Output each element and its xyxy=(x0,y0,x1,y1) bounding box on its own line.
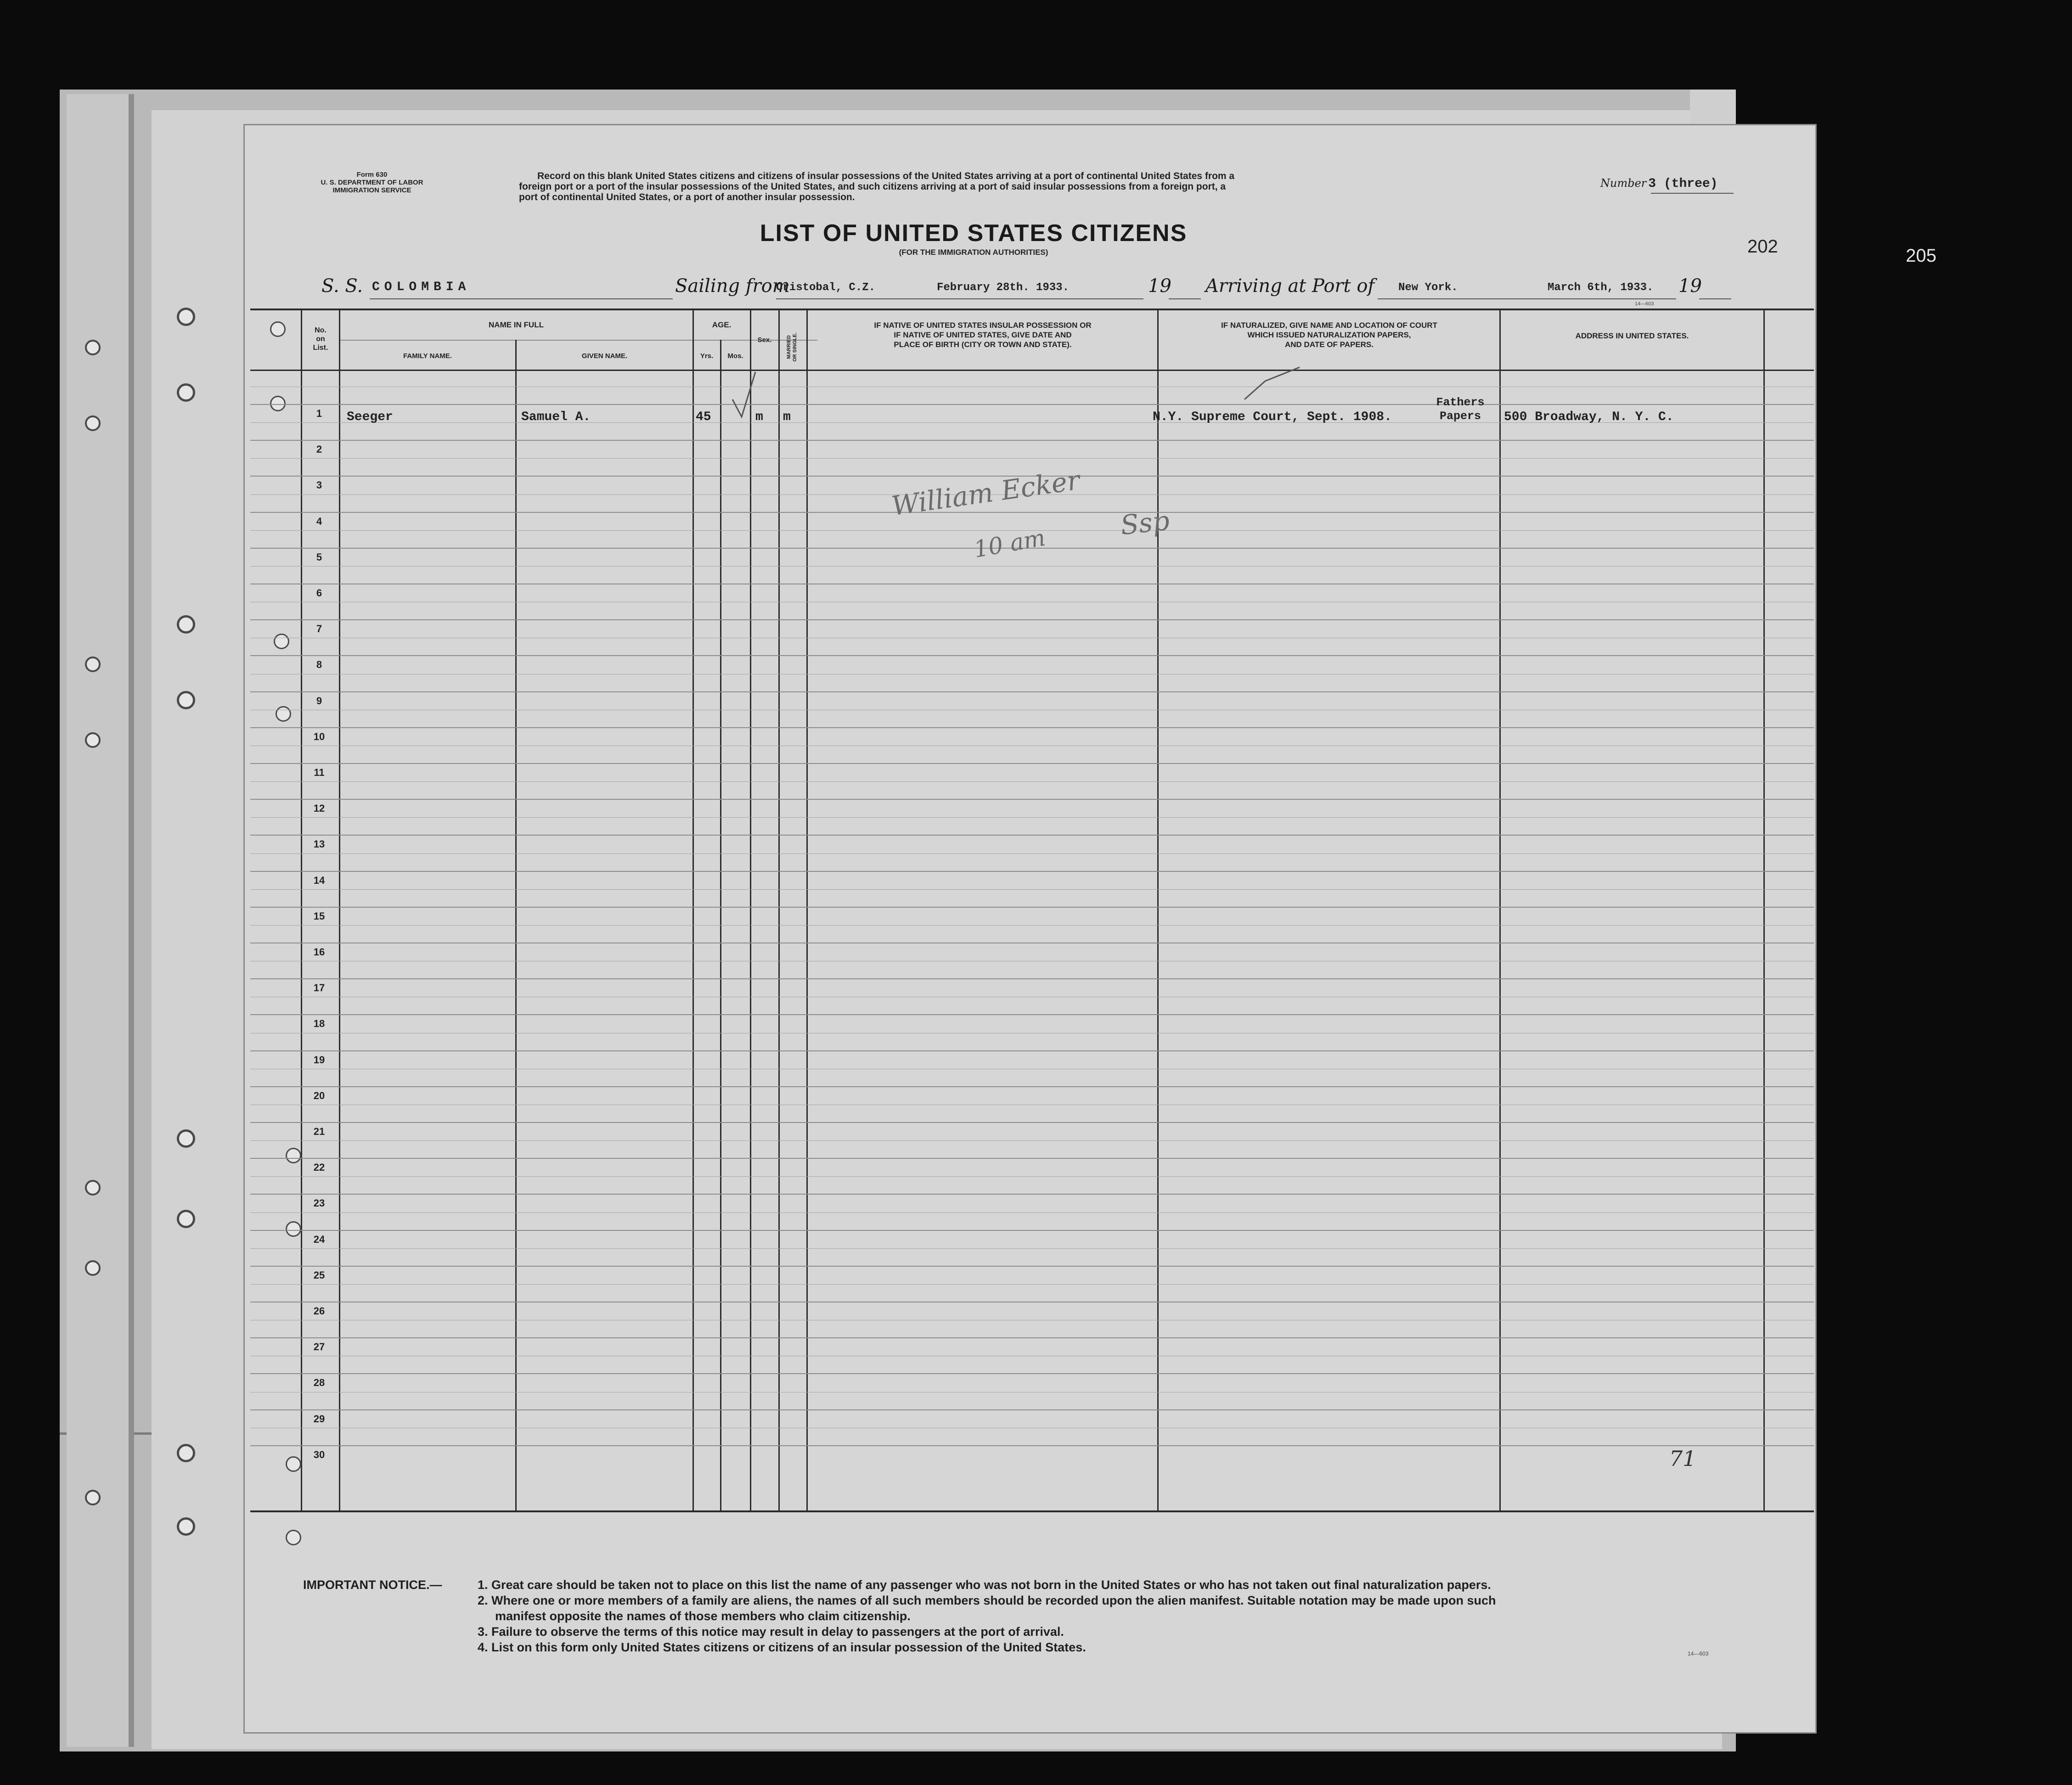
row-rule xyxy=(250,835,1814,836)
row-number: 30 xyxy=(313,1448,325,1460)
row-rule xyxy=(250,1445,1814,1446)
entry-family-name: Seeger xyxy=(347,410,393,424)
row-rule xyxy=(250,1230,1814,1231)
binder-hole xyxy=(85,340,101,355)
row-rule xyxy=(250,978,1814,979)
notice-item: 1. Great care should be taken not to place on this list the name of any passenger who was not born in the United States or who has not taken out final naturalization papers. xyxy=(478,1578,1491,1592)
row-number: 9 xyxy=(316,695,322,707)
notice-item: 2. Where one or more members of a family are aliens, the names of all such members should be recorded upon the alien manifest. Suitable notation may be made upon such xyxy=(478,1594,1496,1607)
form-identifier xyxy=(294,171,450,194)
instruction-line: port of continental United States, or a port of another insular possession. xyxy=(519,192,855,202)
row-number: 19 xyxy=(313,1054,325,1066)
row-rule xyxy=(250,619,1814,620)
instruction-line: Record on this blank United States citizens and citizens of insular possessions of the United States arriving at a port of continental United States from a xyxy=(537,171,1235,181)
header-address: ADDRESS IN UNITED STATES. xyxy=(1575,331,1689,340)
header-text: PLACE OF BIRTH (CITY OR TOWN AND STATE). xyxy=(894,340,1072,349)
row-subrule xyxy=(250,781,1814,782)
row-rule xyxy=(250,871,1814,872)
row-rule xyxy=(250,799,1814,800)
margin-circle xyxy=(270,396,286,411)
margin-circle xyxy=(274,634,289,649)
notice-items xyxy=(478,1577,1754,1655)
page-number-outer: 205 xyxy=(1906,246,1937,266)
list-number-label: Number xyxy=(1600,177,1647,190)
header-native xyxy=(808,320,1157,349)
row-number: 22 xyxy=(313,1162,325,1173)
service-name: IMMIGRATION SERVICE xyxy=(332,186,411,194)
row-rule xyxy=(250,1373,1814,1374)
row-number: 28 xyxy=(313,1377,325,1389)
sheet-hole xyxy=(177,383,195,402)
margin-circle xyxy=(276,706,291,722)
ss-label: S. S. xyxy=(321,275,363,297)
sailing-label: Sailing from xyxy=(675,275,790,297)
entry-naturalization-note: Fathers Papers xyxy=(1436,396,1485,423)
year-prefix: 19 xyxy=(1678,275,1702,297)
entry-naturalization: N.Y. Supreme Court, Sept. 1908. xyxy=(1153,410,1392,424)
sheet-hole xyxy=(177,1517,195,1536)
binder-hole xyxy=(85,732,101,748)
row-rule xyxy=(250,512,1814,513)
row-subrule xyxy=(250,1176,1814,1177)
handwritten-initials: Ssp xyxy=(1119,505,1171,541)
sheet-hole xyxy=(177,1444,195,1462)
handwritten-check-marks xyxy=(698,363,1341,432)
margin-circle xyxy=(286,1148,301,1163)
row-number: 6 xyxy=(316,587,322,599)
row-number: 5 xyxy=(316,551,322,563)
table-bottom-border xyxy=(250,1510,1814,1512)
sheet-hole xyxy=(177,615,195,634)
binder-hole xyxy=(85,1490,101,1505)
binder-hole xyxy=(85,1260,101,1276)
sheet-hole xyxy=(177,308,195,326)
row-subrule xyxy=(250,817,1814,818)
row-number: 15 xyxy=(313,910,325,922)
row-rule xyxy=(250,1409,1814,1410)
row-rule xyxy=(250,1194,1814,1195)
handwritten-count: 71 xyxy=(1669,1446,1696,1471)
row-rule xyxy=(250,1337,1814,1338)
header-text: OR SINGLE. xyxy=(792,332,798,362)
row-number: 16 xyxy=(313,946,325,958)
header-name-in-full: NAME IN FULL xyxy=(489,320,544,329)
row-rule xyxy=(250,655,1814,656)
row-rule xyxy=(250,907,1814,908)
margin-circle xyxy=(286,1456,301,1472)
form-instructions xyxy=(519,171,1548,202)
binder-hole xyxy=(85,657,101,672)
row-number: 14 xyxy=(313,874,325,886)
binder-hole xyxy=(85,415,101,431)
header-text: on xyxy=(316,335,325,343)
arrival-port: New York. xyxy=(1398,281,1458,294)
row-subrule xyxy=(250,1284,1814,1285)
row-number: 17 xyxy=(313,982,325,994)
margin-circle xyxy=(286,1530,301,1545)
margin-circle xyxy=(286,1221,301,1237)
row-number: 23 xyxy=(313,1197,325,1209)
row-subrule xyxy=(250,1140,1814,1141)
row-subrule xyxy=(250,853,1814,854)
handwritten-note: 10 am xyxy=(972,524,1047,563)
margin-circle xyxy=(270,321,286,337)
entry-age-years: 45 xyxy=(696,410,711,424)
ship-name: COLOMBIA xyxy=(372,280,471,294)
header-text: WHICH ISSUED NATURALIZATION PAPERS, xyxy=(1247,331,1411,339)
header-yrs: Yrs. xyxy=(700,352,714,360)
instruction-line: foreign port or a port of the insular possessions of the United States, and such citizens arriving at a port of said insular possessions from a foreign port, a xyxy=(519,181,1226,192)
header-no-on-list xyxy=(302,326,339,352)
row-subrule xyxy=(250,458,1814,459)
header-text: No. xyxy=(315,326,327,334)
entry-given-name: Samuel A. xyxy=(521,410,591,424)
row-rule xyxy=(250,1050,1814,1051)
row-subrule xyxy=(250,566,1814,567)
row-rule xyxy=(250,1158,1814,1159)
row-number: 24 xyxy=(313,1233,325,1245)
row-rule xyxy=(250,1122,1814,1123)
row-number: 25 xyxy=(313,1269,325,1281)
header-age: AGE. xyxy=(712,320,732,329)
row-rule xyxy=(250,1014,1814,1015)
row-rule xyxy=(250,440,1814,441)
header-text: IF NATIVE OF UNITED STATES, GIVE DATE AND xyxy=(894,331,1072,339)
header-naturalized xyxy=(1159,320,1499,349)
row-rule xyxy=(250,1086,1814,1087)
list-number-value: 3 (three) xyxy=(1648,177,1718,191)
row-number: 13 xyxy=(313,838,325,850)
row-number: 21 xyxy=(313,1126,325,1137)
sailing-date: February 28th. 1933. xyxy=(937,281,1070,294)
header-text: AND DATE OF PAPERS. xyxy=(1285,340,1374,349)
header-text: List. xyxy=(313,344,328,352)
header-text: IF NATIVE OF UNITED STATES INSULAR POSSESSION OR xyxy=(874,321,1092,330)
row-number: 18 xyxy=(313,1018,325,1030)
page-number-inner: 202 xyxy=(1747,236,1778,257)
sheet-hole xyxy=(177,691,195,709)
row-number: 11 xyxy=(314,767,325,778)
row-number: 8 xyxy=(316,659,322,671)
header-text: MARRIED xyxy=(786,335,792,359)
binder-hole xyxy=(85,1180,101,1196)
header-given-name: GIVEN NAME. xyxy=(581,352,628,360)
notice-item: 3. Failure to observe the terms of this notice may result in delay to passengers at the port of arrival. xyxy=(478,1625,1064,1639)
row-number: 20 xyxy=(313,1089,325,1101)
sheet-hole xyxy=(177,1129,195,1148)
row-rule xyxy=(250,691,1814,692)
row-number: 2 xyxy=(316,443,322,455)
sailing-port: Cristobal, C.Z. xyxy=(776,281,876,294)
header-family-name: FAMILY NAME. xyxy=(403,352,452,360)
table-top-border xyxy=(250,309,1814,310)
row-number: 4 xyxy=(316,515,322,527)
form-title: LIST OF UNITED STATES CITIZENS xyxy=(760,220,1188,247)
row-rule xyxy=(250,763,1814,764)
row-number: 27 xyxy=(313,1341,325,1353)
row-rule xyxy=(250,1266,1814,1267)
notice-item: 4. List on this form only United States citizens or citizens of an insular possession of the United States. xyxy=(478,1640,1086,1654)
row-subrule xyxy=(250,1248,1814,1249)
notice-heading: IMPORTANT NOTICE.— xyxy=(303,1578,442,1592)
year-prefix: 19 xyxy=(1148,275,1171,297)
row-rule xyxy=(250,727,1814,728)
sheet-hole xyxy=(177,1210,195,1228)
form-subtitle: (FOR THE IMMIGRATION AUTHORITIES) xyxy=(899,248,1048,257)
notice-code: 14—603 xyxy=(1688,1650,1709,1657)
handwritten-name: William Ecker xyxy=(890,464,1082,522)
row-number: 26 xyxy=(313,1305,325,1317)
row-number: 10 xyxy=(313,730,325,742)
form-number: Form 630 xyxy=(356,171,388,179)
row-number: 1 xyxy=(316,408,322,419)
entry-address: 500 Broadway, N. Y. C. xyxy=(1504,410,1674,424)
header-sex: Sex. xyxy=(757,336,772,344)
row-number: 3 xyxy=(316,479,322,491)
row-subrule xyxy=(250,889,1814,890)
arrival-date: March 6th, 1933. xyxy=(1548,281,1654,294)
department-name: U. S. DEPARTMENT OF LABOR xyxy=(321,179,423,186)
entry-married: m xyxy=(783,410,791,424)
row-subrule xyxy=(250,1212,1814,1213)
notice-item: manifest opposite the names of those members who claim citizenship. xyxy=(495,1609,911,1623)
row-number: 7 xyxy=(316,623,322,635)
list-number xyxy=(1600,177,1718,191)
arriving-label: Arriving at Port of xyxy=(1205,275,1375,297)
print-code: 14—603 xyxy=(1635,301,1654,307)
entry-sex: m xyxy=(755,410,763,424)
row-number: 29 xyxy=(313,1413,325,1425)
row-number: 12 xyxy=(313,803,325,814)
header-text: IF NATURALIZED, GIVE NAME AND LOCATION OF COURT xyxy=(1221,321,1437,330)
header-mos: Mos. xyxy=(727,352,743,360)
row-subrule xyxy=(250,925,1814,926)
